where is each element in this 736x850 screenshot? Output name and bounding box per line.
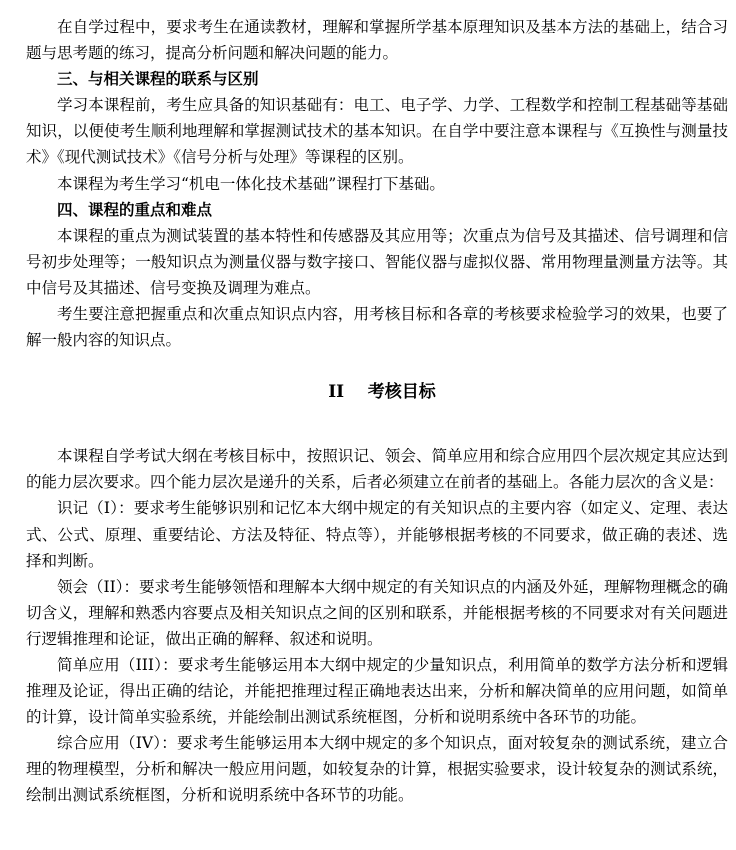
chapter-title-assessment-objectives: II 考核目标 [328,382,436,403]
section-heading-key-points: 四、课程的重点和难点 [57,199,213,219]
paragraph-level-comprehend: 领会（II）：要求考生能够领悟和理解本大纲中规定的有关知识点的内涵及外延，理解物理概念的确切含义，理解和熟悉内容要点及相关知识点之间的区别和联系，并能根据考核的不同要求对有关问题进行逻辑推理和论证，做出正确的解释、叙述和说明。 [26,577,728,648]
document-page [26,14,728,809]
paragraph-prerequisites: 学习本课程前，考生应具备的知识基础有：电工、电子学、力学、工程数学和控制工程基础等基础知识，以便使考生顺利地理解和掌握测试技术的基本知识。在自学中要注意本课程与《互换性与测量技术》《现代测试技术》《信号分析与处理》等课程的区别。 [26,96,728,167]
paragraph-self-study: 在自学过程中，要求考生在通读教材，理解和掌握所学基本原理知识及基本方法的基础上，结合习题与思考题的练习，提高分析问题和解决问题的能力。 [26,18,728,63]
spacer [26,353,728,379]
section-heading-related-courses: 三、与相关课程的联系与区别 [57,69,259,89]
paragraph-study-advice: 考生要注意把握重点和次重点知识点内容，用考核目标和各章的考核要求检验学习的效果，也要了解一般内容的知识点。 [26,305,728,350]
paragraph-key-points: 本课程的重点为测试装置的基本特性和传感器及其应用等；次重点为信号及其描述、信号调理和信号初步处理等；一般知识点为测量仪器与数字接口、智能仪器与虚拟仪器、常用物理量测量方法等。其中信号及其描述、信号变换及调理为难点。 [26,226,728,297]
spacer [26,405,728,443]
paragraph-foundation: 本课程为考生学习“机电一体化技术基础”课程打下基础。 [57,174,445,193]
paragraph-ability-levels: 本课程自学考试大纲在考核目标中，按照识记、领会、简单应用和综合应用四个层次规定其应达到的能力层次要求。四个能力层次是递升的关系，后者必须建立在前者的基础上。各能力层次的含义是： [26,447,728,492]
paragraph-level-memorize: 识记（I）：要求考生能够识别和记忆本大纲中规定的有关知识点的主要内容（如定义、定理、表达式、公式、原理、重要结论、方法及特征、特点等），并能够根据考核的不同要求，做正确的表述、选择和判断。 [26,499,728,570]
paragraph-level-comprehensive-application: 综合应用（IV）：要求考生能够运用本大纲中规定的多个知识点，面对较复杂的测试系统，建立合理的物理模型，分析和解决一般应用问题，如较复杂的计算，根据实验要求，设计较复杂的测试系统，绘制出测试系统框图，分析和说明系统中各环节的功能。 [26,734,728,805]
paragraph-level-simple-application: 简单应用（III）：要求考生能够运用本大纲中规定的少量知识点，利用简单的数学方法分析和逻辑推理及论证，得出正确的结论，并能把推理过程正确地表达出来，分析和解决简单的应用问题，如简单的计算，设计简单实验系统，并能绘制出测试系统框图，分析和说明系统中各环节的功能。 [26,655,728,727]
